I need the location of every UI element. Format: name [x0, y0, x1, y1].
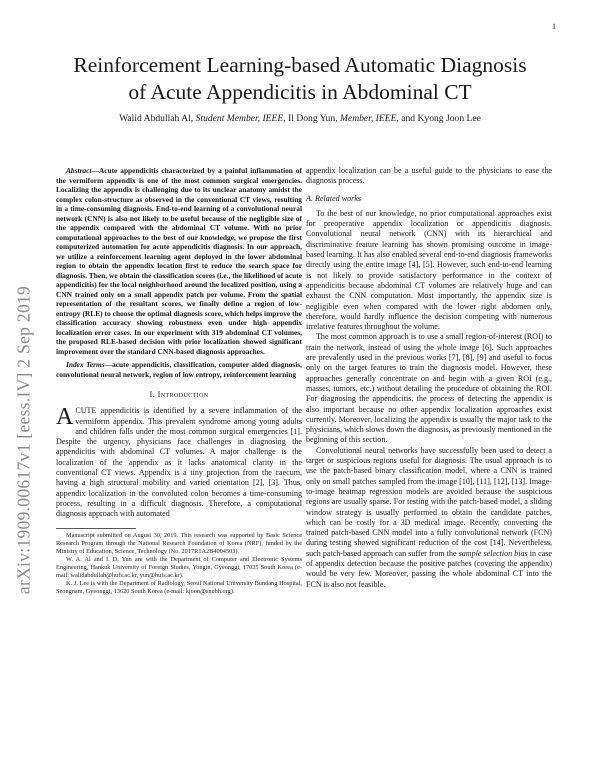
page-number: 1 [552, 22, 556, 31]
section-heading-introduction: I. Introduction [149, 390, 209, 399]
abstract-text: —Acute appendicitis characterized by a painful inflammation of the vermiform appendix is one of the most common surgical emergencies. Localizing the appendix is challenging due to its unclear anatomy amidst the complex colon-structure as observed in the conventional CT views, resulting in a time-consuming diagnosis. End-to-end learning of a convolutional neural network (CNN) is also not likely to be useful because of the negligible size of the appendix compared with the abdominal CT volume. With no prior computational approaches to the best of our knowledge, we propose the first computerized automation for acute appendicitis diagnosis. In our approach, we utilize a reinforcement learning agent deployed in the lower abdominal region to obtain the appendix location first to reduce the search space for diagnosis. Then, we obtain the classification scores (i.e., the likelihood of acute appendicitis) for the local neighborhood around the localized position, using a CNN trained only on a small appendix patch per volume. From the spatial representation of the resultant scores, we finally define a region of low-entropy (RLE) to choose the optimal diagnosis score, which helps improve the classification accuracy showing robustness even under high appendix localization error cases. In our experiment with 319 abdominal CT volumes, the proposed RLE-based decision with prior localization showed significant improvement over the standard CNN-based diagnosis approaches. [56, 166, 302, 356]
subsection-heading-related-works: A. Related works [306, 193, 362, 203]
author-2: Il Dong Yun, [285, 113, 340, 124]
index-terms-text: —acute appendicitis, classification, computer aided diagnosis, convolutional neural network, region of low entropy, reinforcement learning [56, 360, 302, 379]
index-terms-lead: Index Terms [66, 360, 105, 369]
intro-continuation: appendix localization can be a useful guide to the physicians to ease the diagnosis process. [306, 166, 552, 186]
intro-text: CUTE appendicitis is identified by a severe inflammation of the vermiform appendix. This prevalent syndrome among young adults and children falls under the most common surgical emergencies [1]. Despite the urgency, physicians face challenges in diagnosing the appendicitis with abdominal CT volumes. A major challenge is the localization of the appendix as it lacks anatomical clarity in the conventional CT views. Appendix is a tiny projection from the caecum, having a high structural mobility and varied orientation [2], [3]. Thus, appendix localization in the convoluted colon becomes a time-consuming process, resulting in a difficult diagnosis. Therefore, a computational diagnosis approach with automated [56, 406, 302, 519]
arxiv-watermark [6, 205, 42, 675]
related-works-paragraph-3 [306, 446, 552, 590]
footnote-affiliation-1: W. A. Al and I. D. Yun are with the Department of Computer and Electronic Systems Engineering, Hankuk University of Foreign Studies, Yongin, Gyeonggi, 17035 South Korea (e-mail: walidabdullah@hufs.ac.kr, yun@hufs.ac.kr). [56, 555, 302, 580]
related-works-paragraph-1: To the best of our knowledge, no prior computational approaches exist for preoperative appendix localization or appendicitis diagnosis. Convolutional neural network (CNN) with its hierarchical and discriminative feature learning has shown promising outcome in image-based learning. It has also enabled several end-to-end diagnosis frameworks directly using the entire image [4], [5]. However, such end-to-end learning is not likely to provide satisfactory performance in the context of appendicitis because abdominal CT volumes are relatively huge and can exhaust the CNN computation. Most importantly, the appendix size is negligible even when compared with the lower right abdomen only, therefore, would hardly influence the decision competing with numerous irrelative features throughout the volume. [306, 208, 552, 332]
abstract-lead: Abstract [66, 166, 92, 175]
related-works-paragraph-3-part-b: in case of appendix detection because the positive patches (covering the appendix) would be very few. Moreover, passing the whole abdominal CT into the FCN is also not feasible. [306, 548, 552, 589]
index-terms [56, 360, 302, 379]
drop-cap: A [56, 404, 74, 431]
author-2-role: Member, IEEE, [339, 113, 399, 124]
author-line [40, 112, 560, 125]
author-1: Walid Abdullah Al, [119, 113, 196, 124]
related-works-paragraph-2: The most common approach is to use a small region-of-interest (ROI) to train the network, instead of using the whole image [6]. Such approaches are prevalently used in the previous works [7], [8], [9] and useful to focus only on the target features to train the diagnosis model. However, these approaches generally concentrate on and begin with a given ROI (e.g., masses, tumors, etc.) without detailing the procedure of obtaining the ROI. For diagnosing the appendicitis, the process of detecting the appendix is also important because no other appendix localization approaches exist currently. Moreover, localizing the appendix is usually the major task to the physicians, which slows down the diagnosis, as previously mentioned in the beginning of this section. [306, 332, 552, 445]
left-column [56, 166, 302, 596]
title-line-1: Reinforcement Learning-based Automatic Diagnosis [73, 53, 527, 77]
title-line-2: of Acute Appendicitis in Abdominal CT [128, 80, 472, 104]
footnotes [56, 532, 302, 597]
author-3: and Kyong Joon Lee [398, 113, 481, 124]
intro-paragraph [56, 406, 302, 519]
paper-title [40, 52, 560, 106]
sample-selection-bias-term: sample selection bias [458, 548, 528, 558]
arxiv-id: arXiv:1909.00617v1 [eess.IV] 2 Sep 2019 [13, 285, 34, 595]
right-column [306, 166, 552, 590]
footnote-manuscript: Manuscript submitted on August 30, 2019. This research was supported by Basic Science Research Program through the National Research Foundation of Korea (NRF), funded by the Ministry of Education, Science, Technology (No. 2017R1A2B4004503). [56, 531, 302, 555]
abstract [56, 166, 302, 356]
author-1-role: Student Member, IEEE, [195, 113, 286, 124]
related-works-paragraph-3-part-a: Convolutional neural networks have successfully been used to detect a target or suspicious regions useful for diagnosis. The usual approach is to use the patch-based binary classification model, where a CNN is trained only on small patches sampled from the image [10], [11], [12], [13]. Image-to-image heatmap regression models are avoided because the suspicious regions are usually sparse. For testing with the patch-based model, a sliding window strategy is usually performed to obtain the candidate patches, which can be costly for a 3D medical image. Recently, converting the trained patch-based CNN model into a fully convolutional network (FCN) during testing showed significant reduction of the cost [14]. Nevertheless, such patch-based approach can suffer from the [306, 445, 552, 558]
footnote-rule [56, 528, 136, 529]
footnote-affiliation-2: K. J. Lee is with the Department of Radiology, Seoul National University Bundang Hospital, Seongnam, Gyeonggi, 13620 South Korea (e-mail: kjoon@snubh.org). [56, 580, 302, 596]
